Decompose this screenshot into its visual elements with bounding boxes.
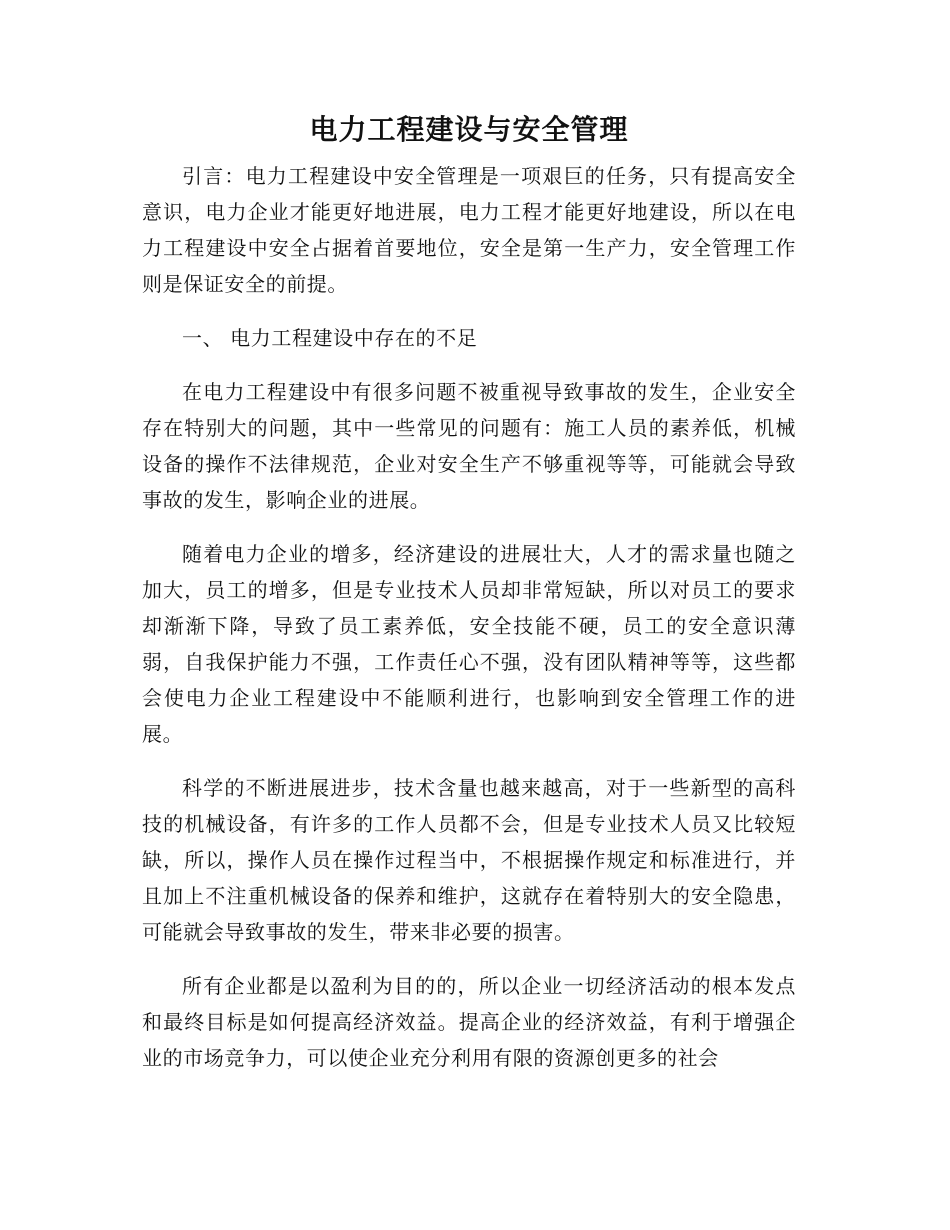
document-title: 电力工程建设与安全管理	[309, 113, 629, 146]
body-paragraph: 所有企业都是以盈利为目的的，所以企业一切经济活动的根本发点和最终目标是如何提高经济效益。提高企业的经济效益，有利于增强企业的市场竞争力，可以使企业充分利用有限的资源创更多的社会	[142, 974, 796, 1070]
section-heading: 一、 电力工程建设中存在的不足	[182, 326, 478, 350]
document-page	[142, 108, 796, 1094]
body-paragraph: 在电力工程建设中有很多问题不被重视导致事故的发生，企业安全存在特别大的问题，其中一些常见的问题有：施工人员的素养低，机械设备的操作不法律规范，企业对安全生产不够重视等等，可能就会导致事故的发生，影响企业的进展。	[142, 380, 796, 512]
body-paragraph: 随着电力企业的增多，经济建设的进展壮大，人才的需求量也随之加大，员工的增多，但是专业技术人员却非常短缺，所以对员工的要求却渐渐下降，导致了员工素养低，安全技能不硬，员工的安全意识薄弱，自我保护能力不强，工作责任心不强，没有团队精神等等，这些都会使电力企业工程建设中不能顺利进行，也影响到安全管理工作的进展。	[142, 542, 796, 746]
intro-paragraph: 引言：电力工程建设中安全管理是一项艰巨的任务，只有提高安全意识，电力企业才能更好地进展，电力工程才能更好地建设，所以在电力工程建设中安全占据着首要地位，安全是第一生产力，安全管理工作则是保证安全的前提。	[142, 164, 796, 296]
body-paragraph: 科学的不断进展进步，技术含量也越来越高，对于一些新型的高科技的机械设备，有许多的工作人员都不会，但是专业技术人员又比较短缺，所以，操作人员在操作过程当中，不根据操作规定和标准进行，并且加上不注重机械设备的保养和维护，这就存在着特别大的安全隐患，可能就会导致事故的发生，带来非必要的损害。	[142, 776, 796, 944]
